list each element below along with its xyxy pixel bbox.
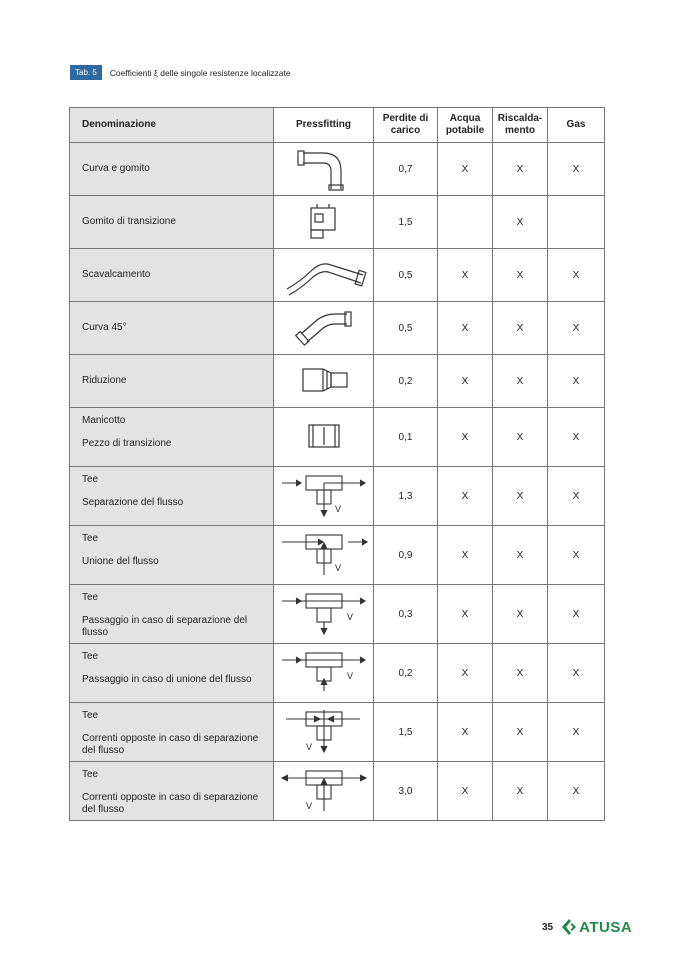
cell-gas: X — [548, 526, 605, 585]
cell-heating: X — [493, 355, 548, 408]
cell-gas: X — [548, 408, 605, 467]
row-name: Manicotto — [82, 415, 126, 426]
coupling-icon — [279, 413, 369, 461]
cell-gas — [548, 196, 605, 249]
header-gas: Gas — [548, 108, 605, 143]
tee-opposite-outflow-icon — [276, 767, 372, 815]
cell-gas: X — [548, 762, 605, 821]
cell-loss: 0,2 — [374, 644, 438, 703]
cell-loss: 0,7 — [374, 143, 438, 196]
row-subtitle: Pezzo di transizione — [82, 438, 172, 449]
cell-heating: X — [493, 762, 548, 821]
cell-loss: 3,0 — [374, 762, 438, 821]
table-row — [70, 408, 605, 467]
tee-passage-union-icon — [276, 649, 372, 697]
table-caption — [70, 65, 291, 80]
cell-loss: 0,5 — [374, 249, 438, 302]
row-name: Tee — [82, 474, 99, 485]
flow-velocity-label: V — [305, 742, 312, 752]
row-name: Tee — [82, 592, 99, 603]
flow-velocity-label: V — [346, 671, 353, 681]
table-row — [70, 355, 605, 408]
tee-passage-separation-icon — [276, 590, 372, 638]
flow-velocity-label: V — [305, 801, 312, 811]
cell-loss: 1,5 — [374, 196, 438, 249]
table-row — [70, 302, 605, 355]
cell-water: X — [438, 355, 493, 408]
table-number-badge: Tab. 5 — [70, 65, 102, 80]
cell-gas: X — [548, 302, 605, 355]
row-name: Tee — [82, 533, 99, 544]
row-subtitle: Separazione del flusso — [82, 497, 184, 508]
cell-loss: 0,2 — [374, 355, 438, 408]
logo-text: ATUSA — [579, 918, 633, 936]
cell-heating: X — [493, 585, 548, 644]
cell-heating: X — [493, 249, 548, 302]
cell-water: X — [438, 703, 493, 762]
tee-flow-union-icon — [276, 531, 372, 579]
cell-gas: X — [548, 703, 605, 762]
cell-gas: X — [548, 467, 605, 526]
crossover-icon — [279, 251, 369, 299]
cell-heating: X — [493, 302, 548, 355]
header-acqua-potabile: Acqua potabile — [438, 108, 493, 143]
atusa-logo-icon — [561, 918, 577, 936]
tee-flow-separation-icon — [276, 472, 372, 520]
table-header-row — [70, 108, 605, 143]
reducer-icon — [279, 357, 369, 405]
row-name: Curva 45° — [70, 302, 274, 355]
transition-elbow-icon — [279, 198, 369, 246]
row-name: Scavalcamento — [70, 249, 274, 302]
header-denominazione: Denominazione — [70, 108, 274, 143]
row-name: Tee — [82, 651, 99, 662]
cell-heating: X — [493, 703, 548, 762]
cell-loss: 0,1 — [374, 408, 438, 467]
flow-velocity-label: V — [334, 504, 341, 514]
row-subtitle: Passaggio in caso di unione del flusso — [82, 674, 252, 685]
atusa-logo — [561, 918, 632, 936]
resistance-coefficients-table — [69, 107, 605, 821]
cell-gas: X — [548, 585, 605, 644]
cell-water: X — [438, 467, 493, 526]
cell-loss: 0,5 — [374, 302, 438, 355]
table-row — [70, 762, 605, 821]
cell-water: X — [438, 762, 493, 821]
table-row — [70, 526, 605, 585]
row-subtitle: Passaggio in caso di separazione del flusso — [82, 615, 248, 638]
cell-water: X — [438, 585, 493, 644]
flow-velocity-label: V — [334, 563, 341, 573]
table-row — [70, 467, 605, 526]
cell-water: X — [438, 408, 493, 467]
table-row — [70, 703, 605, 762]
table-row — [70, 143, 605, 196]
cell-gas: X — [548, 143, 605, 196]
header-perdite-di-carico: Perdite di carico — [374, 108, 438, 143]
cell-water: X — [438, 249, 493, 302]
cell-gas: X — [548, 355, 605, 408]
row-subtitle: Correnti opposte in caso di separazione del flusso — [82, 733, 259, 756]
page-number: 35 — [542, 921, 554, 933]
elbow-90-icon — [279, 145, 369, 193]
cell-water: X — [438, 526, 493, 585]
cell-heating: X — [493, 143, 548, 196]
cell-water: X — [438, 143, 493, 196]
flow-velocity-label: V — [346, 612, 353, 622]
row-name: Tee — [82, 710, 99, 721]
cell-gas: X — [548, 644, 605, 703]
table-row — [70, 585, 605, 644]
cell-gas: X — [548, 249, 605, 302]
cell-heating: X — [493, 467, 548, 526]
row-name: Tee — [82, 769, 99, 780]
cell-heating: X — [493, 408, 548, 467]
page-footer — [542, 918, 632, 936]
cell-heating: X — [493, 196, 548, 249]
cell-water: X — [438, 302, 493, 355]
cell-heating: X — [493, 526, 548, 585]
tee-opposite-inflow-icon — [276, 708, 372, 756]
row-subtitle: Unione del flusso — [82, 556, 159, 567]
elbow-45-icon — [279, 304, 369, 352]
cell-heating: X — [493, 644, 548, 703]
header-riscaldamento: Riscalda- mento — [493, 108, 548, 143]
row-subtitle: Correnti opposte in caso di separazione del flusso — [82, 792, 259, 815]
table-title: Coefficienti ξ delle singole resistenze localizzate — [109, 67, 291, 78]
cell-loss: 0,9 — [374, 526, 438, 585]
row-name: Gomito di transizione — [70, 196, 274, 249]
cell-loss: 1,5 — [374, 703, 438, 762]
cell-loss: 0,3 — [374, 585, 438, 644]
table-row — [70, 249, 605, 302]
table-row — [70, 196, 605, 249]
cell-loss: 1,3 — [374, 467, 438, 526]
row-name: Curva e gomito — [70, 143, 274, 196]
cell-water — [438, 196, 493, 249]
table-row — [70, 644, 605, 703]
row-name: Riduzione — [70, 355, 274, 408]
header-pressfitting: Pressfitting — [274, 108, 374, 143]
cell-water: X — [438, 644, 493, 703]
